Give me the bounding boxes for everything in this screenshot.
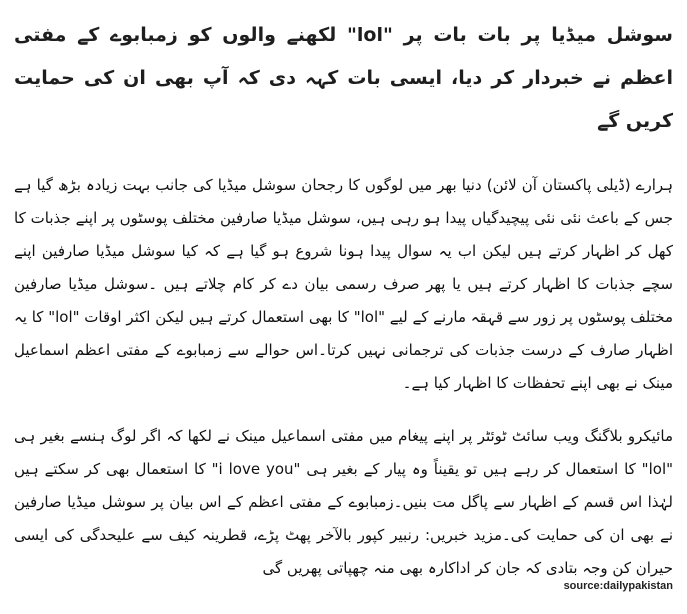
news-article [14,14,673,605]
article-source: source:dailypakistan [563,580,673,592]
article-paragraph-2: مائیکرو بلاگنگ ویب سائٹ ٹوئٹر پر اپنے پیغام میں مفتی اسماعیل مینک نے لکھا کہ اگر لوگ ہنسے بغیر ہی "lol" کا استعمال کر رہے ہیں تو یقیناً وہ پیار کے بغیر ہی "i love you" کا استعمال بھی کر سکتے ہیں لہٰذا اس قسم کے اظہار سے پاگل مت بنیں۔زمبابوے کے مفتی اعظم کے اس بیان پر سوشل میڈیا صارفین نے بھی ان کی حمایت کی۔مزید خبریں: رنبیر کپور بالآخر پھٹ پڑے، قطرینہ کیف سے علیحدگی کی ایسی حیران کن وجہ بتادی کہ جان کر اداکارہ بھی منہ چھپاتی پھریں گی [14,427,674,577]
article-paragraph-1: ہرارے (ڈیلی پاکستان آن لائن) دنیا بھر میں لوگوں کا رجحان سوشل میڈیا کی جانب بہت زیادہ بڑھ گیا ہے جس کے باعث نئی نئی پیچیدگیاں پیدا ہو رہی ہیں، سوشل میڈیا صارفین مختلف پوسٹوں پر اپنے جذبات کا کھل کر اظہار کرتے ہیں لیکن اب یہ سوال پیدا ہونا شروع ہو گیا ہے کہ کیا سوشل میڈیا صارفین اپنے سچے جذبات کا اظہار کرتے ہیں یا پھر صرف رسمی بیان دے کر کام چلاتے ہیں ۔سوشل میڈیا صارفین مختلف پوسٹوں پر زور سے قہقہ مارنے کے لیے "lol" کا بھی استعمال کرتے ہیں لیکن اکثر اوقات "lol" کا یہ اظہار صارف کے درست جذبات کی ترجمانی نہیں کرتا۔اس حوالے سے زمبابوے کے مفتی اعظم اسماعیل مینک نے بھی اپنے تحفظات کا اظہار کیا ہے۔ [14,176,673,392]
article-headline: سوشل میڈیا پر بات بات پر "lol" لکھنے والوں کو زمبابوے کے مفتی اعظم نے خبردار کر دیا، ایسی بات کہہ دی کہ آپ بھی ان کی حمایت کریں گے [14,24,673,132]
